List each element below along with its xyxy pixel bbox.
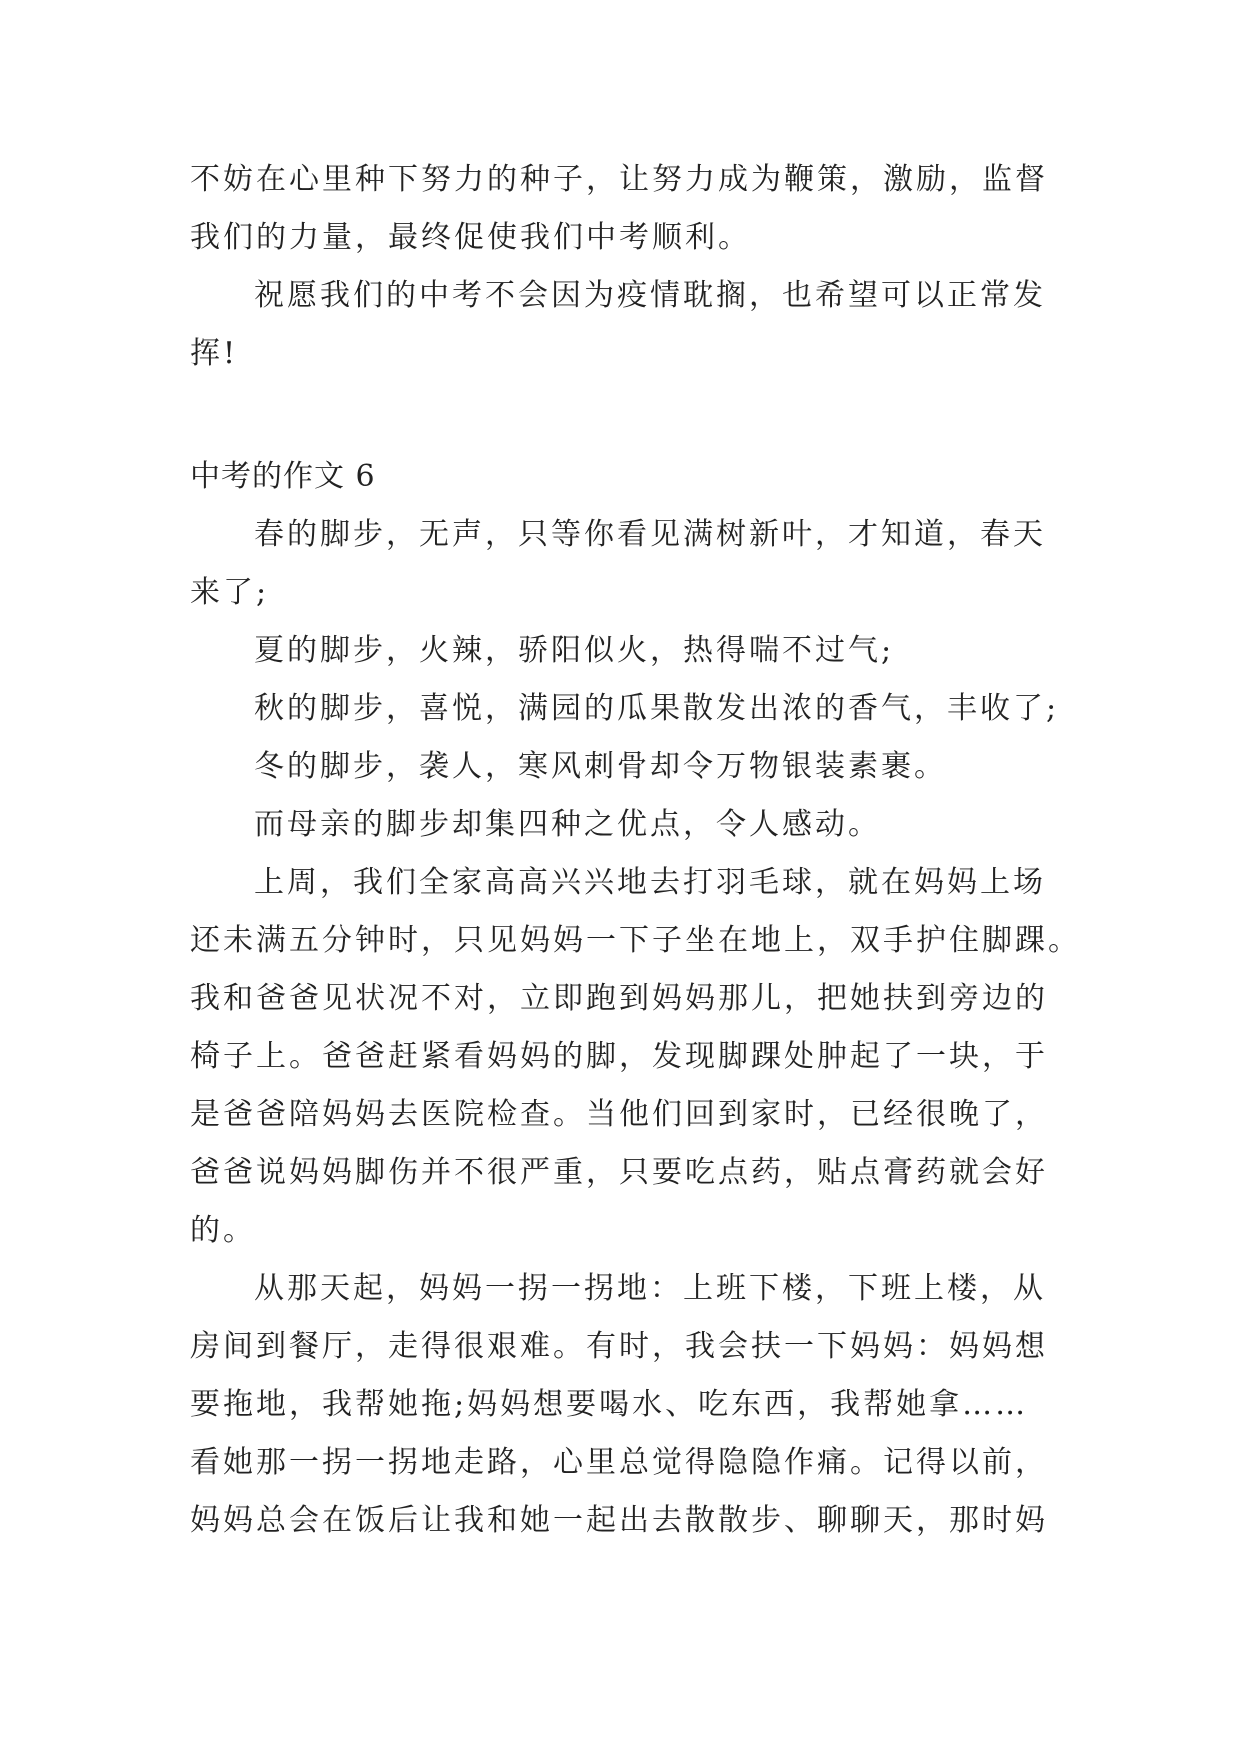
text-line: 妈妈总会在饭后让我和她一起出去散散步、聊聊天，那时妈 xyxy=(190,1503,1048,1538)
text-line: 爸爸说妈妈脚伤并不很严重，只要吃点药，贴点膏药就会好 xyxy=(190,1155,1048,1190)
text-line: 祝愿我们的中考不会因为疫情耽搁，也希望可以正常发 xyxy=(254,278,1046,313)
text-line: 我和爸爸见状况不对，立即跑到妈妈那儿，把她扶到旁边的 xyxy=(190,981,1048,1016)
text-line: 从那天起，妈妈一拐一拐地：上班下楼，下班上楼，从 xyxy=(254,1271,1046,1306)
text-line: 看她那一拐一拐地走路，心里总觉得隐隐作痛。记得以前， xyxy=(190,1445,1048,1480)
text-line: 不妨在心里种下努力的种子，让努力成为鞭策，激励，监督 xyxy=(190,162,1048,197)
text-line: 椅子上。爸爸赶紧看妈妈的脚，发现脚踝处肿起了一块，于 xyxy=(190,1039,1048,1074)
text-line: 上周，我们全家高高兴兴地去打羽毛球，就在妈妈上场 xyxy=(254,865,1046,900)
text-line: 房间到餐厅，走得很艰难。有时，我会扶一下妈妈：妈妈想 xyxy=(190,1329,1048,1364)
text-line: 的。 xyxy=(190,1213,256,1248)
text-line: 我们的力量，最终促使我们中考顺利。 xyxy=(190,220,751,255)
text-line: 挥! xyxy=(190,336,239,371)
text-line: 冬的脚步，袭人，寒风刺骨却令万物银装素裹。 xyxy=(254,749,947,784)
text-line: 要拖地，我帮她拖;妈妈想要喝水、吃东西，我帮她拿…… xyxy=(190,1387,1029,1422)
text-line: 还未满五分钟时，只见妈妈一下子坐在地上，双手护住脚踝。 xyxy=(190,923,1081,958)
text-line: 而母亲的脚步却集四种之优点，令人感动。 xyxy=(254,807,881,842)
text-line: 是爸爸陪妈妈去医院检查。当他们回到家时，已经很晚了， xyxy=(190,1097,1048,1132)
section-heading: 中考的作文 6 xyxy=(190,459,376,494)
text-line: 秋的脚步，喜悦，满园的瓜果散发出浓的香气，丰收了; xyxy=(254,691,1060,726)
text-line: 来了; xyxy=(190,575,270,610)
text-line: 春的脚步，无声，只等你看见满树新叶，才知道，春天 xyxy=(254,517,1046,552)
text-line: 夏的脚步，火辣，骄阳似火，热得喘不过气; xyxy=(254,633,895,668)
